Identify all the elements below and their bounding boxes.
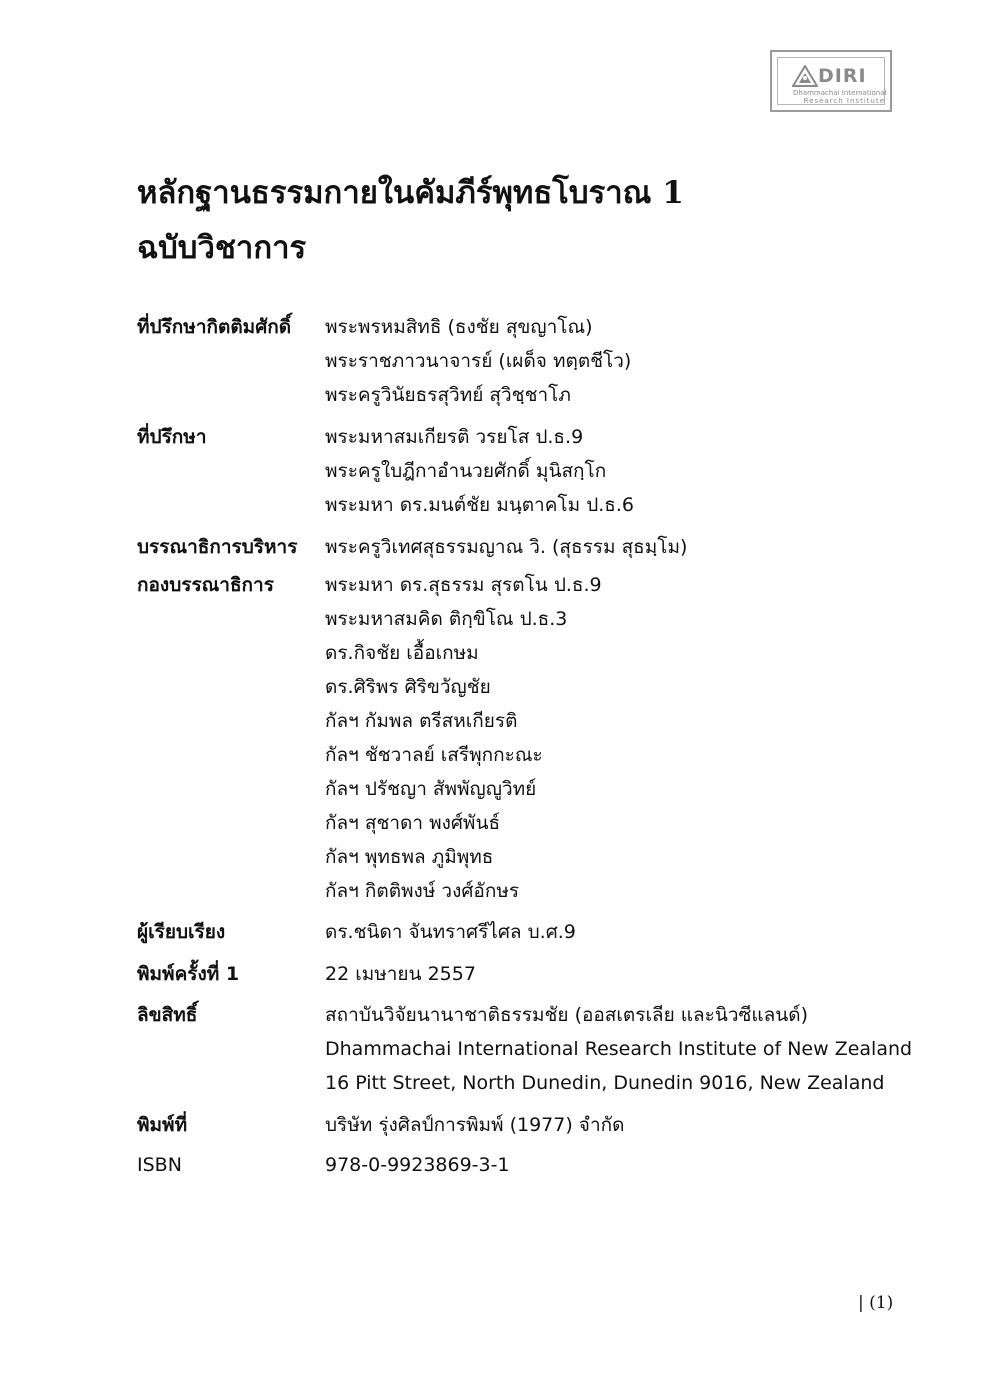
editorial-board-member: พระมหาสมคิด ติกฺขิโณ ป.ธ.3 <box>325 608 568 630</box>
honorary-advisor-name: พระราชภาวนาจารย์ (เผด็จ ทตฺตชีโว) <box>325 350 632 372</box>
editorial-board-member: ดร.ศิริพร ศิริขวัญชัย <box>325 676 491 698</box>
logo-subtitle-line1: Dhammachai International <box>793 89 887 97</box>
isbn-label: ISBN <box>137 1154 182 1176</box>
editorial-board-member: พระมหา ดร.สุธรรม สุรตโน ป.ธ.9 <box>325 574 602 596</box>
copyright-holder-thai: สถาบันวิจัยนานาชาติธรรมชัย (ออสเตรเลีย และนิวซีแลนด์) <box>325 1004 809 1026</box>
advisors-list <box>325 420 634 522</box>
isbn-list <box>325 1148 510 1182</box>
editorial-board-member: กัลฯ กิตติพงษ์ วงศ์อักษร <box>325 880 520 902</box>
title-line-2: ฉบับวิชาการ <box>137 230 307 266</box>
advisor-name: พระครูใบฎีกาอำนวยศักดิ์ มุนิสกฺโก <box>325 460 607 482</box>
editorial-board-member: กัลฯ ชัชวาลย์ เสรีพุกกะณะ <box>325 744 543 766</box>
document-title <box>137 166 684 276</box>
title-line-1: หลักฐานธรรมกายในคัมภีร์พุทธโบราณ 1 <box>137 175 684 211</box>
editorial-board-label: กองบรรณาธิการ <box>137 574 274 596</box>
managing-editor-list <box>325 530 687 564</box>
managing-editor-name: พระครูวิเทศสุธรรมญาณ วิ. (สุธรรม สุธมฺโม) <box>325 536 688 558</box>
honorary-advisors-list <box>325 310 631 412</box>
editorial-board-list <box>325 568 602 908</box>
honorary-advisor-name: พระครูวินัยธรสุวิทย์ สุวิชฺชาโภ <box>325 384 571 406</box>
printer-name: บริษัท รุ่งศิลป์การพิมพ์ (1977) จำกัด <box>325 1114 625 1136</box>
diri-logo <box>770 50 892 112</box>
editorial-board-member: กัลฯ กัมพล ตรีสหเกียรติ <box>325 710 518 732</box>
compiler-label: ผู้เรียบเรียง <box>137 921 226 943</box>
editorial-board-member: กัลฯ พุทธพล ภูมิพุทธ <box>325 846 494 868</box>
copyright-address: 16 Pitt Street, North Dunedin, Dunedin 9016, New Zealand <box>325 1072 885 1094</box>
compiler-name: ดร.ชนิดา จันทราศรีไศล บ.ศ.9 <box>325 921 576 943</box>
advisors-label: ที่ปรึกษา <box>137 426 207 448</box>
first-printing-label: พิมพ์ครั้งที่ 1 <box>137 963 240 985</box>
logo-subtitle-line2: Research Institute <box>803 97 885 105</box>
copyright-holder-english: Dhammachai International Research Institute of New Zealand <box>325 1038 913 1060</box>
advisor-name: พระมหา ดร.มนต์ชัย มนฺตาคโม ป.ธ.6 <box>325 494 635 516</box>
first-printing-list <box>325 957 476 991</box>
editorial-board-member: กัลฯ ปรัชญา สัพพัญญูวิทย์ <box>325 778 537 800</box>
copyright-list <box>325 998 912 1100</box>
page-number: | (1) <box>858 1293 894 1313</box>
compiler-list <box>325 915 576 949</box>
advisor-name: พระมหาสมเกียรติ วรยโส ป.ธ.9 <box>325 426 584 448</box>
copyright-label: ลิขสิทธิ์ <box>137 1004 198 1026</box>
logo-frame <box>777 57 885 105</box>
logo-name: DIRI <box>818 65 867 87</box>
honorary-advisor-name: พระพรหมสิทธิ (ธงชัย สุขญาโณ) <box>325 316 593 338</box>
printer-list <box>325 1108 624 1142</box>
honorary-advisors-label: ที่ปรึกษากิตติมศักดิ์ <box>137 316 292 338</box>
editorial-board-member: ดร.กิจชัย เอื้อเกษม <box>325 642 479 664</box>
editorial-board-member: กัลฯ สุชาดา พงศ์พันธ์ <box>325 812 501 834</box>
triangle-emblem-icon <box>792 65 818 87</box>
managing-editor-label: บรรณาธิการบริหาร <box>137 536 298 558</box>
isbn-value: 978-0-9923869-3-1 <box>325 1154 510 1176</box>
first-printing-date: 22 เมษายน 2557 <box>325 963 476 985</box>
printer-label: พิมพ์ที่ <box>137 1114 188 1136</box>
